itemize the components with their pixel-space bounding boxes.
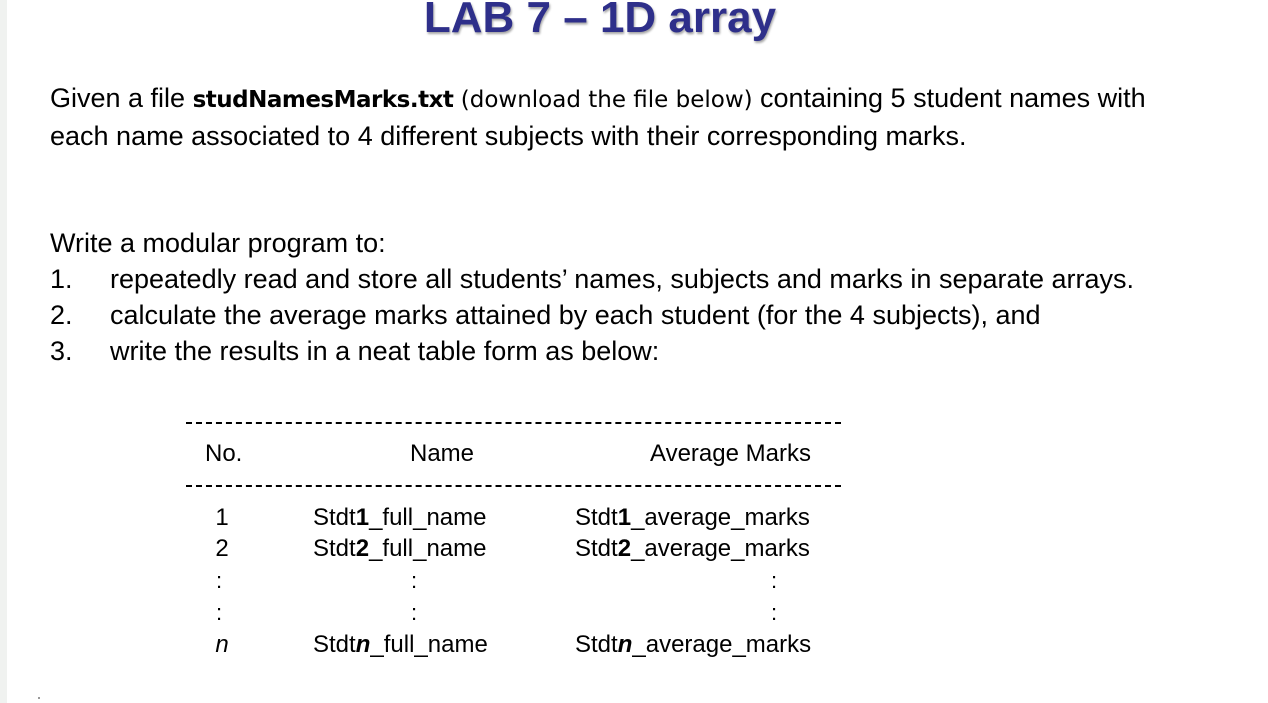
header-average-marks: Average Marks <box>650 440 811 467</box>
list-text: repeatedly read and store all students’ names, subjects and marks in separate arrays. <box>110 264 1135 294</box>
row-average: Stdt1_average_marks <box>575 504 810 531</box>
intro-text-end: containing 5 student names with each name associated to 4 different subjects with their corresponding marks. <box>50 83 1146 151</box>
ellipsis-mark: : <box>216 568 223 593</box>
ellipsis-mark: : <box>771 600 778 625</box>
list-text: calculate the average marks attained by each student (for the 4 subjects), and <box>110 300 1041 330</box>
header-name: Name <box>410 440 475 467</box>
corner-mark <box>38 697 40 699</box>
list-number: 3. <box>50 336 73 366</box>
task-heading: Write a modular program to: <box>50 228 386 258</box>
ellipsis-mark: : <box>216 600 223 625</box>
row-average: Stdt2_average_marks <box>575 535 810 562</box>
header-no: No. <box>205 440 243 467</box>
row-number: 1 <box>215 504 229 531</box>
slide-title: LAB 7 – 1D array <box>423 0 777 42</box>
ellipsis-mark: : <box>411 600 418 625</box>
row-number: 2 <box>215 535 229 562</box>
task-list <box>50 261 1200 369</box>
download-note: (download the file below) <box>453 87 760 113</box>
list-item <box>50 333 1200 369</box>
list-number: 2. <box>50 300 73 330</box>
filename: studNamesMarks.txt <box>192 87 454 113</box>
row-number: n <box>215 631 229 658</box>
row-name: Stdtn_full_name <box>313 631 488 658</box>
ellipsis-mark: : <box>771 568 778 593</box>
slide-margin <box>0 0 7 703</box>
intro-text-start: Given a file <box>50 83 193 113</box>
list-item <box>50 261 1200 297</box>
row-name: Stdt1_full_name <box>313 504 487 531</box>
table-header-rule <box>186 485 841 487</box>
intro-paragraph <box>50 80 1200 154</box>
list-item <box>50 297 1200 333</box>
row-name: Stdt2_full_name <box>313 535 487 562</box>
list-text: write the results in a neat table form as below: <box>110 336 660 366</box>
table-top-rule <box>186 422 841 424</box>
row-average: Stdtn_average_marks <box>575 631 812 658</box>
list-number: 1. <box>50 264 73 294</box>
ellipsis-mark: : <box>411 568 418 593</box>
